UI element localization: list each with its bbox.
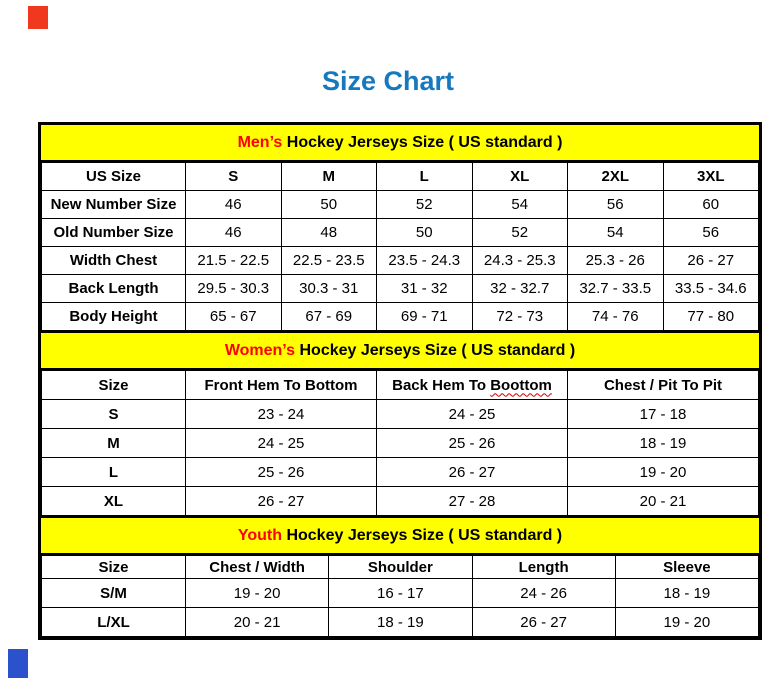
cell-value: 26 - 27 [186, 487, 377, 516]
womens-banner-highlight: Women’s [224, 342, 296, 359]
cell-value: 19 - 20 [568, 458, 759, 487]
column-header: Sleeve [615, 556, 758, 579]
cell-value: 24 - 25 [186, 429, 377, 458]
cell-value: 33.5 - 34.6 [663, 275, 759, 303]
cell-value: 46 [186, 191, 282, 219]
row-label: Old Number Size [42, 219, 186, 247]
cell-value: 65 - 67 [186, 303, 282, 331]
cell-value: 25 - 26 [377, 429, 568, 458]
table-row [42, 400, 759, 429]
cell-value: 25 - 26 [186, 458, 377, 487]
cell-value: 29.5 - 30.3 [186, 275, 282, 303]
mens-header-row [42, 163, 759, 191]
column-header: L [377, 163, 473, 191]
womens-header-row [42, 371, 759, 400]
column-header: Front Hem To Bottom [186, 371, 377, 400]
cell-value: 25.3 - 26 [568, 247, 664, 275]
cell-value: 17 - 18 [568, 400, 759, 429]
cell-value: 18 - 19 [568, 429, 759, 458]
column-header: Size [42, 556, 186, 579]
corner-mark-blue [8, 649, 28, 678]
womens-table [41, 370, 759, 516]
table-row [42, 458, 759, 487]
cell-value: 52 [377, 191, 473, 219]
cell-value: 69 - 71 [377, 303, 473, 331]
mens-table [41, 162, 759, 331]
page-title: Size Chart [321, 66, 455, 96]
mens-banner-highlight: Men’s [237, 134, 283, 151]
column-header [377, 371, 568, 400]
cell-value: 54 [568, 219, 664, 247]
row-label: M [42, 429, 186, 458]
cell-value: 26 - 27 [663, 247, 759, 275]
column-header-text: Back Hem To [392, 376, 491, 394]
row-label: S/M [42, 579, 186, 608]
column-header: Size [42, 371, 186, 400]
column-header: Chest / Width [186, 556, 329, 579]
cell-value: 19 - 20 [186, 579, 329, 608]
mens-banner [41, 125, 759, 162]
cell-value: 31 - 32 [377, 275, 473, 303]
cell-value: 26 - 27 [377, 458, 568, 487]
youth-banner [41, 516, 759, 555]
row-label: New Number Size [42, 191, 186, 219]
cell-value: 19 - 20 [615, 608, 758, 637]
cell-value: 23 - 24 [186, 400, 377, 429]
table-row [42, 275, 759, 303]
cell-value: 27 - 28 [377, 487, 568, 516]
cell-value: 52 [472, 219, 568, 247]
table-row [42, 219, 759, 247]
cell-value: 24 - 26 [472, 579, 615, 608]
column-header: Chest / Pit To Pit [568, 371, 759, 400]
cell-value: 20 - 21 [186, 608, 329, 637]
column-header: 2XL [568, 163, 664, 191]
row-label: Back Length [42, 275, 186, 303]
cell-value: 21.5 - 22.5 [186, 247, 282, 275]
column-header: Length [472, 556, 615, 579]
cell-value: 20 - 21 [568, 487, 759, 516]
row-label: L/XL [42, 608, 186, 637]
cell-value: 56 [663, 219, 759, 247]
column-header: Shoulder [329, 556, 472, 579]
cell-value: 18 - 19 [329, 608, 472, 637]
row-label: XL [42, 487, 186, 516]
cell-value: 24.3 - 25.3 [472, 247, 568, 275]
column-header: US Size [42, 163, 186, 191]
cell-value: 77 - 80 [663, 303, 759, 331]
table-row [42, 487, 759, 516]
youth-banner-rest: Hockey Jerseys Size ( US standard ) [282, 527, 563, 544]
corner-mark-red [28, 6, 48, 29]
table-row [42, 247, 759, 275]
youth-banner-highlight: Youth [237, 527, 282, 544]
cell-value: 30.3 - 31 [281, 275, 377, 303]
column-header: S [186, 163, 282, 191]
cell-value: 50 [281, 191, 377, 219]
cell-value: 60 [663, 191, 759, 219]
cell-value: 54 [472, 191, 568, 219]
cell-value: 22.5 - 23.5 [281, 247, 377, 275]
cell-value: 56 [568, 191, 664, 219]
cell-value: 50 [377, 219, 473, 247]
column-header: 3XL [663, 163, 759, 191]
cell-value: 32.7 - 33.5 [568, 275, 664, 303]
youth-header-row [42, 556, 759, 579]
cell-value: 72 - 73 [472, 303, 568, 331]
row-label: Width Chest [42, 247, 186, 275]
cell-value: 16 - 17 [329, 579, 472, 608]
womens-banner [41, 331, 759, 370]
misspelled-word: Boottom [490, 376, 552, 394]
cell-value: 18 - 19 [615, 579, 758, 608]
cell-value: 26 - 27 [472, 608, 615, 637]
womens-banner-rest: Hockey Jerseys Size ( US standard ) [295, 342, 576, 359]
table-row [42, 608, 759, 637]
cell-value: 46 [186, 219, 282, 247]
cell-value: 24 - 25 [377, 400, 568, 429]
cell-value: 67 - 69 [281, 303, 377, 331]
row-label: S [42, 400, 186, 429]
cell-value: 32 - 32.7 [472, 275, 568, 303]
mens-banner-rest: Hockey Jerseys Size ( US standard ) [282, 134, 563, 151]
cell-value: 74 - 76 [568, 303, 664, 331]
column-header: M [281, 163, 377, 191]
table-row [42, 429, 759, 458]
cell-value: 48 [281, 219, 377, 247]
row-label: Body Height [42, 303, 186, 331]
table-row [42, 303, 759, 331]
cell-value: 23.5 - 24.3 [377, 247, 473, 275]
table-row [42, 579, 759, 608]
size-chart-container [38, 122, 762, 640]
row-label: L [42, 458, 186, 487]
table-row [42, 191, 759, 219]
youth-table [41, 555, 759, 637]
column-header: XL [472, 163, 568, 191]
